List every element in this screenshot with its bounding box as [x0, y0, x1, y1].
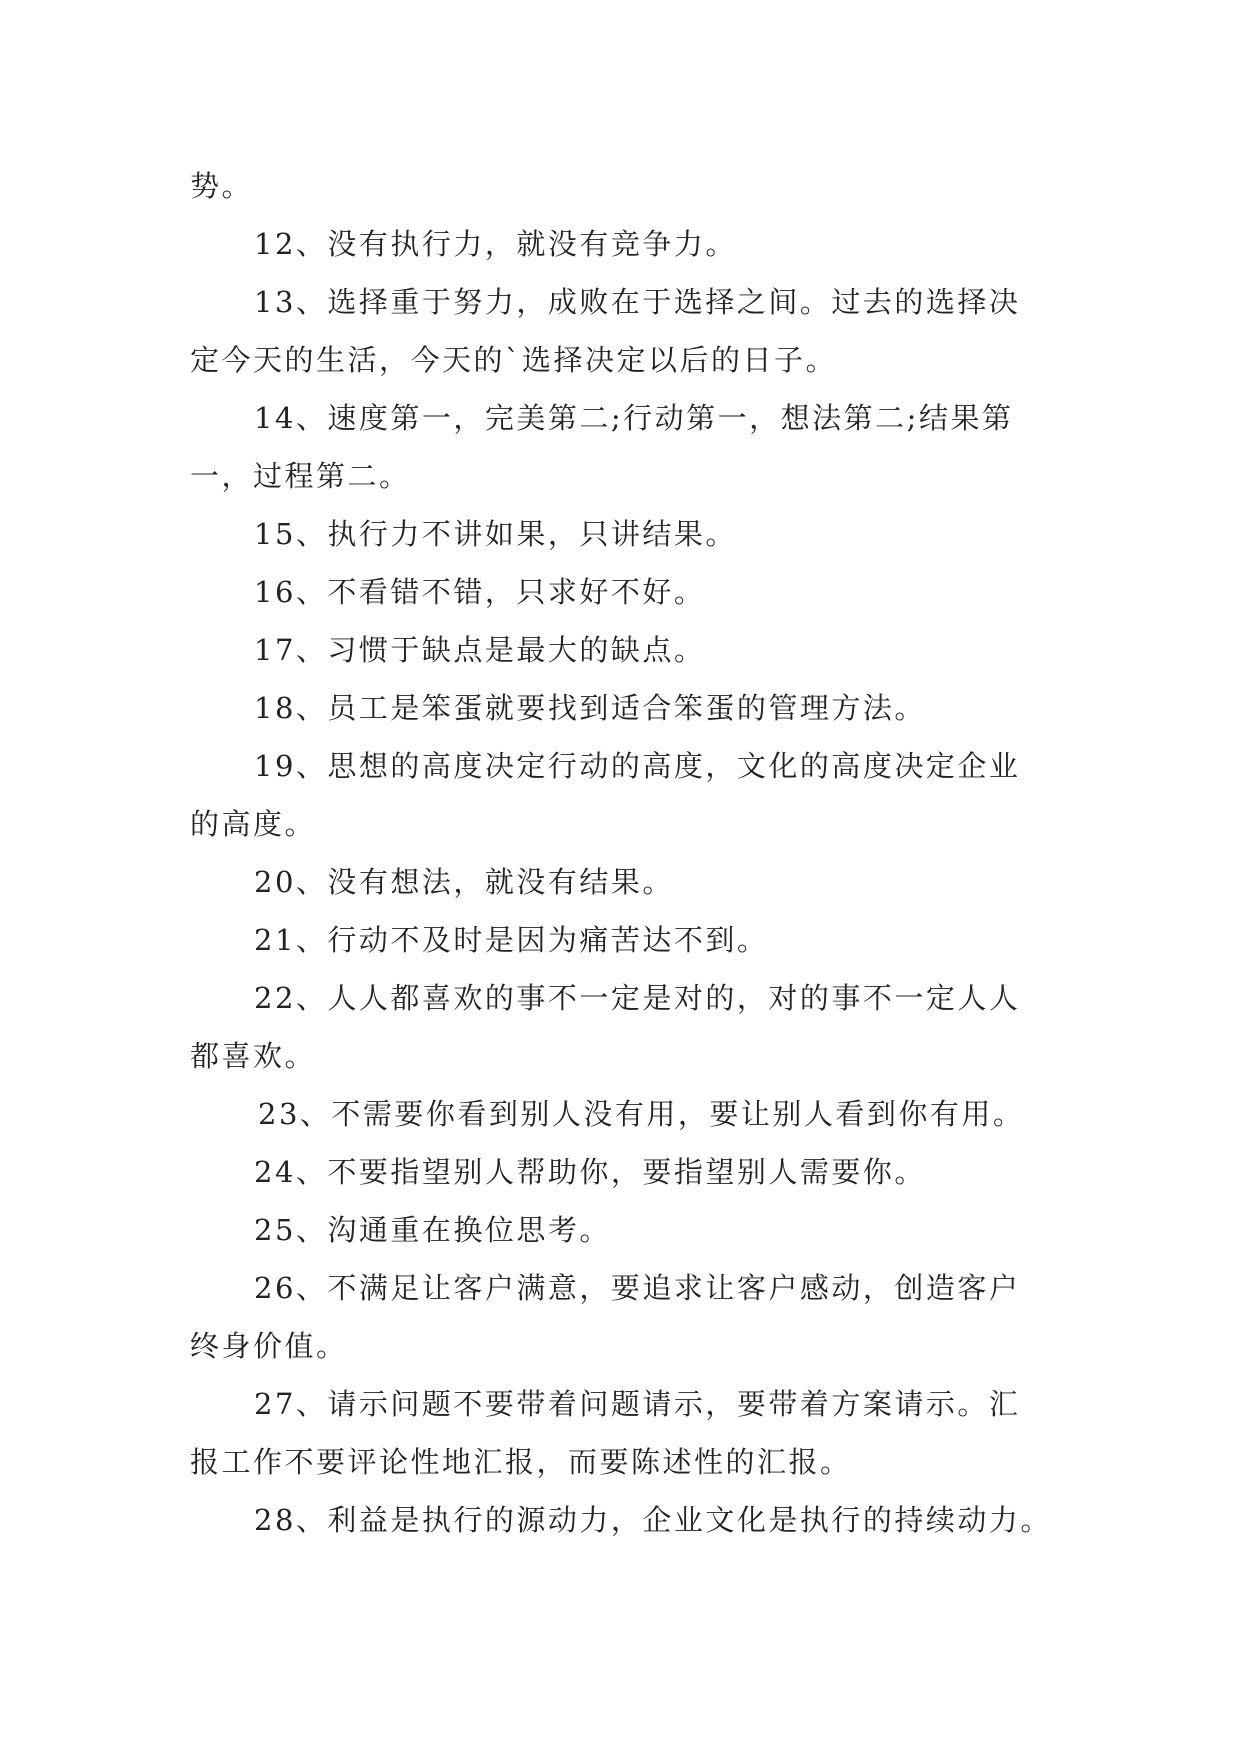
- list-item-27: 27、请示问题不要带着问题请示，要带着方案请示。汇: [254, 1387, 1021, 1421]
- text-line: 势。: [190, 169, 254, 203]
- list-item-28: 28、利益是执行的源动力，企业文化是执行的持续动力。: [254, 1503, 1052, 1537]
- text-line: 报工作不要评论性地汇报，而要陈述性的汇报。: [190, 1445, 852, 1479]
- list-item-18: 18、员工是笨蛋就要找到适合笨蛋的管理方法。: [254, 691, 926, 725]
- list-item-21: 21、行动不及时是因为痛苦达不到。: [254, 923, 769, 957]
- text-line: 定今天的生活，今天的`选择决定以后的日子。: [190, 343, 838, 377]
- list-item-15: 15、执行力不讲如果，只讲结果。: [254, 517, 737, 551]
- list-item-22: 22、人人都喜欢的事不一定是对的，对的事不一定人人: [254, 981, 1021, 1015]
- list-item-19: 19、思想的高度决定行动的高度，文化的高度决定企业: [254, 749, 1021, 783]
- list-item-20: 20、没有想法，就没有结果。: [254, 865, 674, 899]
- list-item-12: 12、没有执行力，就没有竞争力。: [254, 227, 737, 261]
- list-item-25: 25、沟通重在换位思考。: [254, 1213, 611, 1247]
- list-item-24: 24、不要指望别人帮助你，要指望别人需要你。: [254, 1155, 926, 1189]
- document-body: [190, 157, 1060, 1549]
- list-item-17: 17、习惯于缺点是最大的缺点。: [254, 633, 706, 667]
- text-line: 终身价值。: [190, 1329, 348, 1363]
- list-item-14: 14、速度第一，完美第二;行动第一，想法第二;结果第: [254, 401, 1014, 435]
- list-item-16: 16、不看错不错，只求好不好。: [254, 575, 706, 609]
- text-line: 一，过程第二。: [190, 459, 411, 493]
- list-item-23: 23、不需要你看到别人没有用，要让别人看到你有用。: [258, 1097, 1025, 1131]
- text-line: 都喜欢。: [190, 1039, 317, 1073]
- list-item-13: 13、选择重于努力，成败在于选择之间。过去的选择决: [254, 285, 1021, 319]
- list-item-26: 26、不满足让客户满意，要追求让客户感动，创造客户: [254, 1271, 1021, 1305]
- text-line: 的高度。: [190, 807, 317, 841]
